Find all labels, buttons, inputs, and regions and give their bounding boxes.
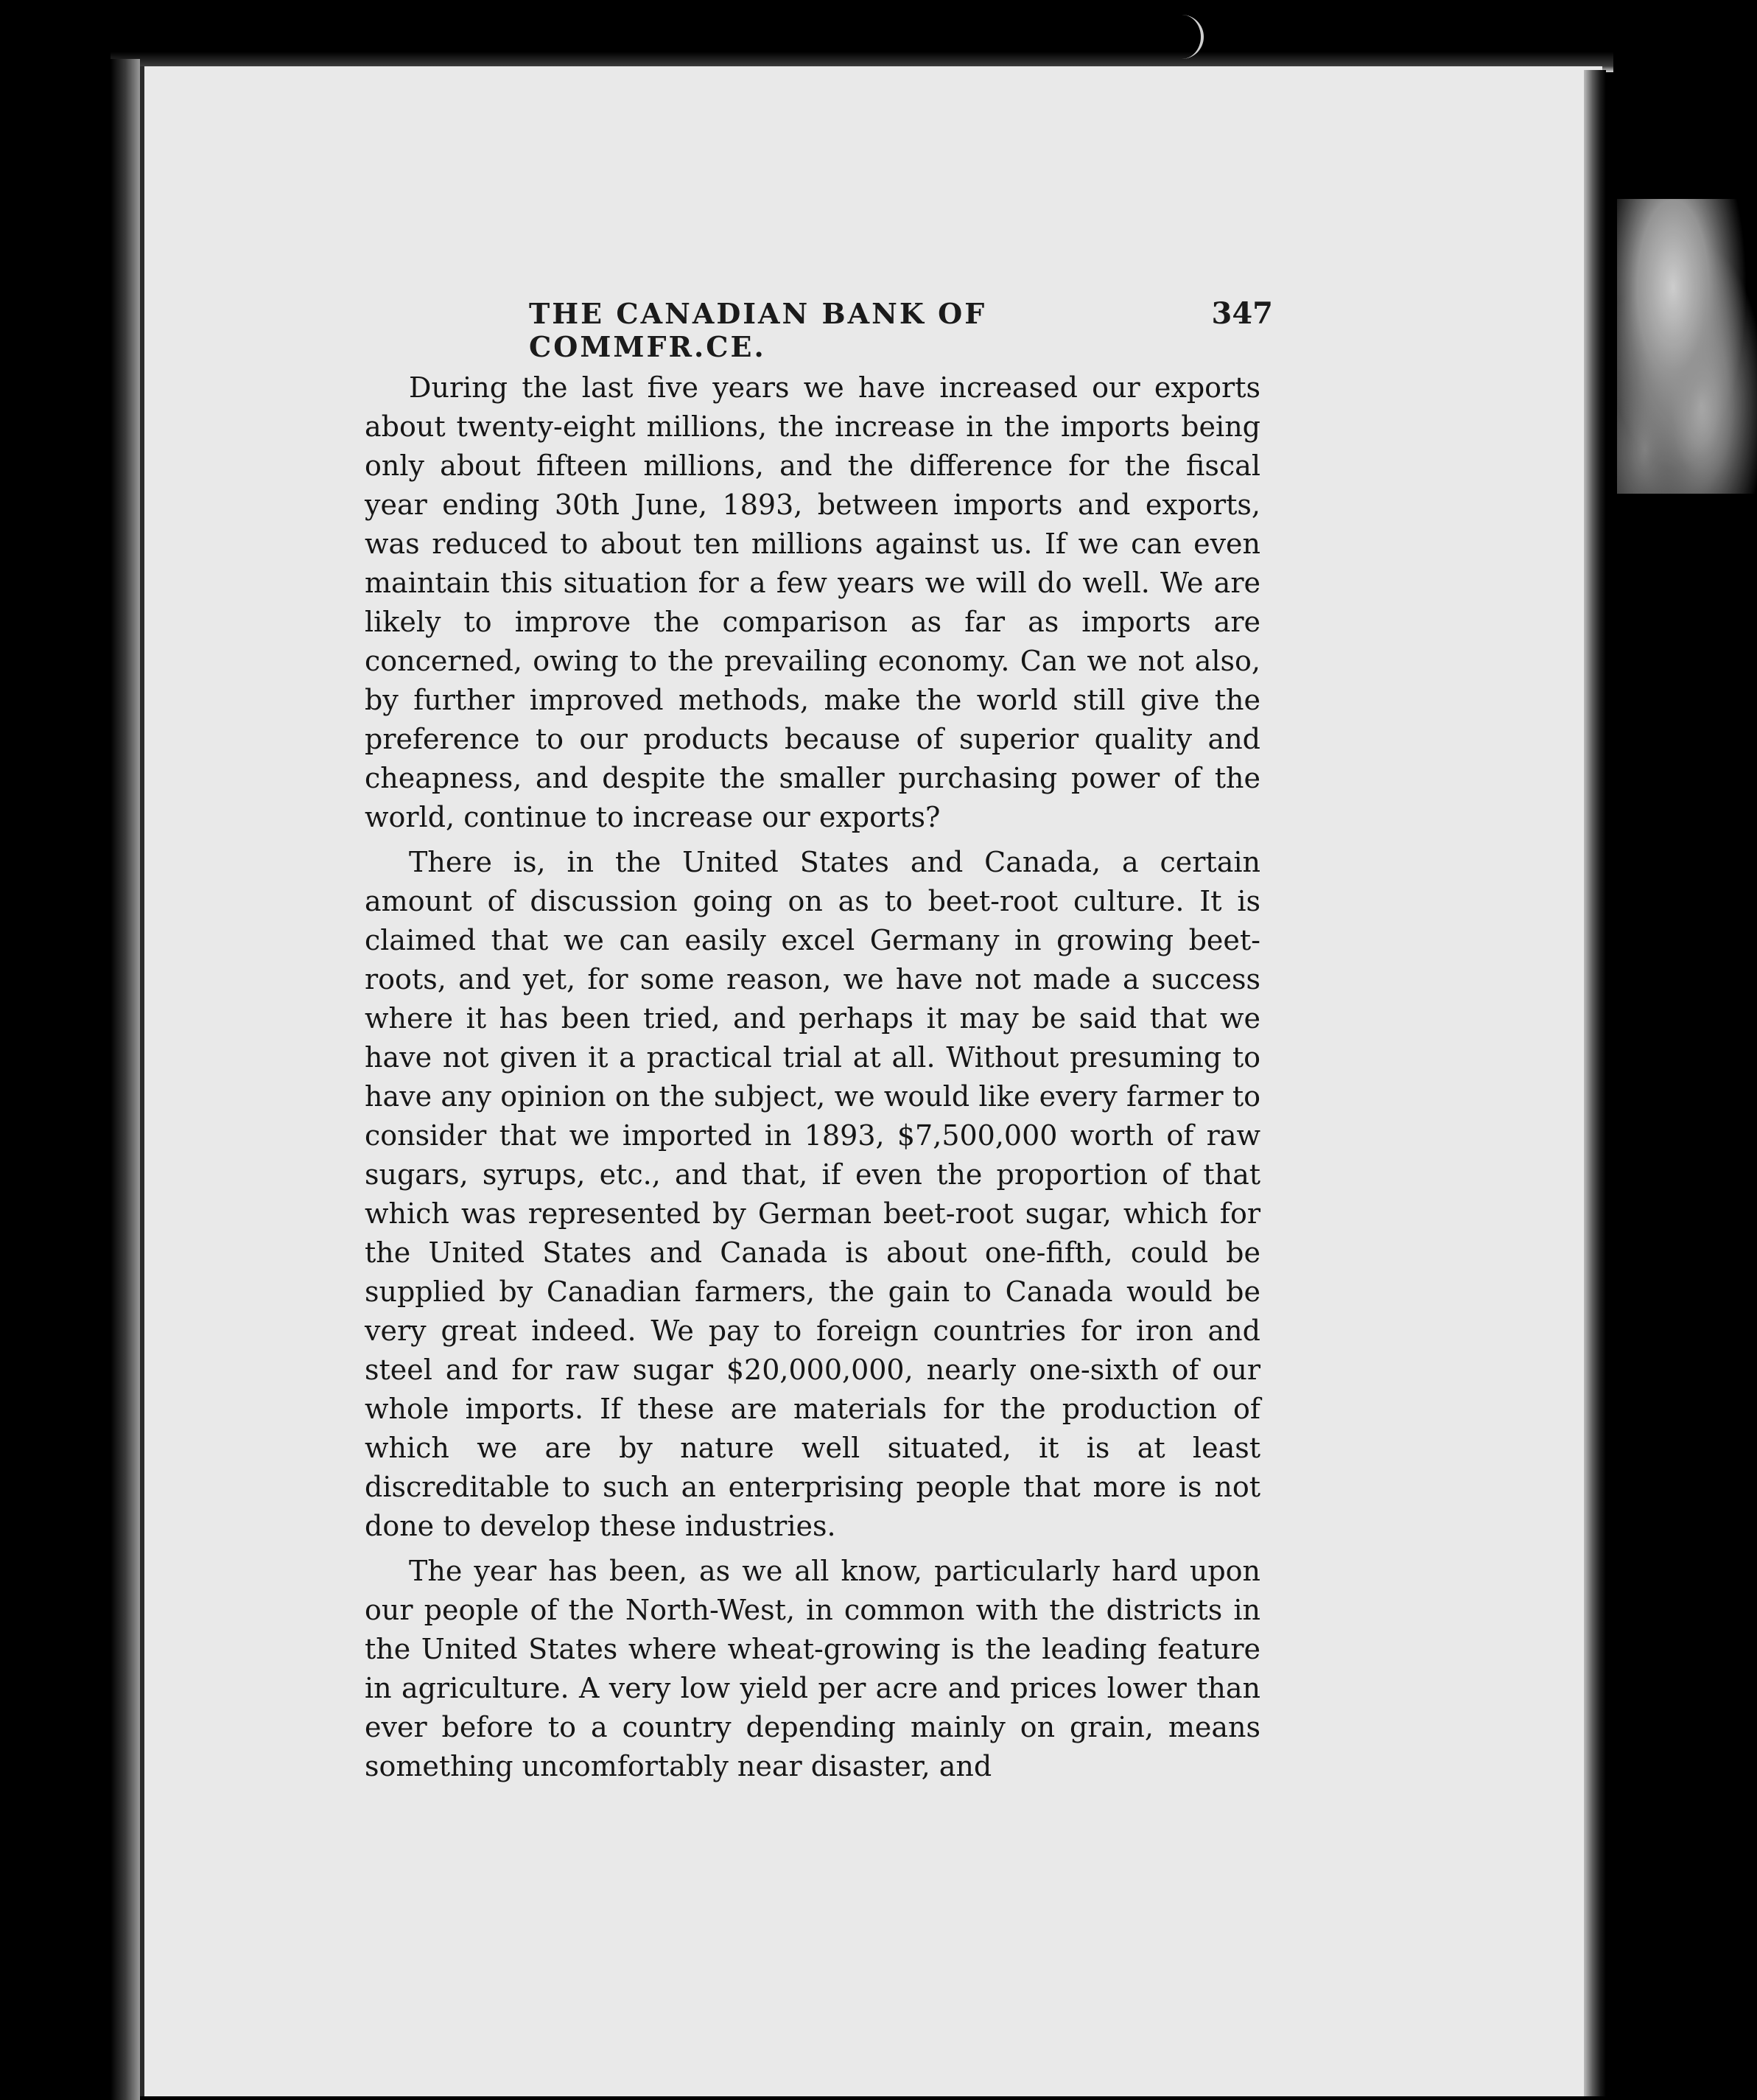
page-damage-fragment bbox=[1617, 199, 1757, 494]
page-header bbox=[529, 296, 1273, 363]
body-text bbox=[365, 368, 1260, 1792]
page-right-edge bbox=[1584, 70, 1606, 2096]
paragraph-1: During the last five years we have increased our exports about twenty-eight millions, the increase in the imports being only about fifteen millions, and the difference for the fiscal year ending 30th June, 1893, between imports and exports, was reduced to about ten millions against us. If we can even maintain this situation for a few years we will do well. We are likely to improve the comparison as far as imports are concerned, owing to the prevailing economy. Can we not also, by further improved methods, make the world still give the preference to our products because of superior quality and cheapness, and despite the smaller purchasing power of the world, continue to increase our exports? bbox=[365, 371, 1260, 833]
running-head: THE CANADIAN BANK OF COMMFR.CE. bbox=[529, 297, 987, 363]
paragraph-2: There is, in the United States and Canada, a certain amount of discussion going on as to beet-root culture. It is claimed that we can easily excel Germany in growing beet-roots, and yet, for some reason, we have not made a success where it has been tried, and perhaps it may be said that we have not given it a practical trial at all. Without presuming to have any opinion on the subject, we would like every farmer to consider that we imported in 1893, $7,500,000 worth of raw sugars, syrups, etc., and that, if even the proportion of that which was represented by German beet-root sugar, which for the United States and Canada is about one-fifth, could be supplied by Canadian farmers, the gain to Canada would be very great indeed. We pay to foreign countries for iron and steel and for raw sugar $20,000,000, nearly one-sixth of our whole imports. If these are materials for the production of which we are by nature well situated, it is at least discreditable to such an enterprising people that more is not done to develop these industries. bbox=[365, 846, 1260, 1542]
page-number: 347 bbox=[1211, 296, 1273, 331]
paragraph-3: The year has been, as we all know, particularly hard upon our people of the North-West, in common with the districts in the United States where wheat-growing is the leading feature in agriculture. A very low yield per acre and prices lower than ever before to a country depending mainly on grain, means something uncomfortably near disaster, and bbox=[365, 1555, 1260, 1782]
scan-left-binding bbox=[111, 59, 140, 2100]
